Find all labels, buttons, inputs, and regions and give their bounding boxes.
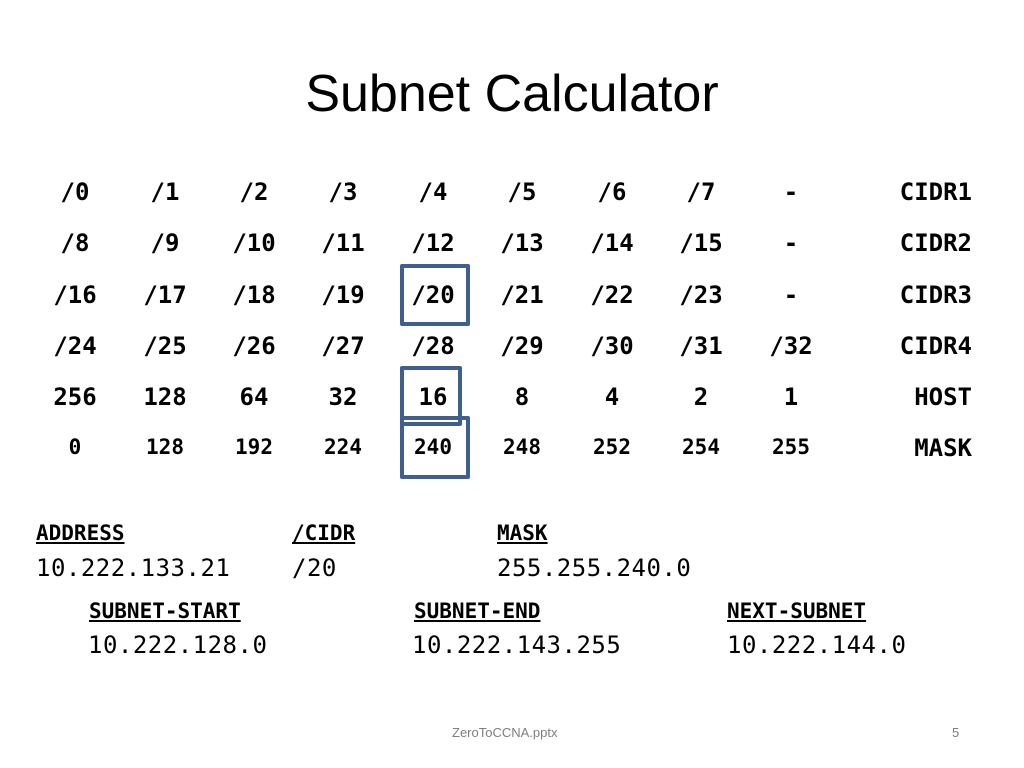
- mask-value: 255.255.240.0: [497, 554, 692, 582]
- table-cell: -: [783, 229, 799, 257]
- table-cell: /32: [769, 332, 813, 360]
- table-cell: /0: [60, 178, 90, 206]
- row-label: CIDR3: [899, 281, 972, 309]
- table-cell: 128: [146, 435, 184, 459]
- table-cell: /31: [679, 332, 723, 360]
- table-cell: /2: [239, 178, 269, 206]
- row-label: MASK: [914, 434, 972, 462]
- table-cell: /20: [411, 281, 455, 309]
- table-cell: /8: [60, 229, 90, 257]
- highlight-box-mask-240: [400, 416, 470, 479]
- table-cell: 192: [235, 435, 273, 459]
- slide-title: Subnet Calculator: [305, 65, 719, 123]
- highlight-box-cidr3-20: [400, 264, 470, 326]
- table-cell: 64: [239, 383, 269, 411]
- table-cell: -: [783, 281, 799, 309]
- mask-header: MASK: [497, 521, 548, 545]
- table-cell: 0: [68, 435, 82, 459]
- footer-filename: ZeroToCCNA.pptx: [452, 725, 558, 740]
- table-cell: /10: [232, 229, 276, 257]
- table-cell: /11: [321, 229, 365, 257]
- table-cell: /16: [53, 281, 97, 309]
- table-cell: 16: [418, 383, 448, 411]
- address-value: 10.222.133.21: [36, 554, 231, 582]
- table-cell: /14: [590, 229, 634, 257]
- table-cell: 2: [693, 383, 709, 411]
- table-cell: 255: [772, 435, 810, 459]
- table-cell: 254: [682, 435, 720, 459]
- table-cell: 224: [324, 435, 362, 459]
- table-cell: /26: [232, 332, 276, 360]
- table-cell: /28: [411, 332, 455, 360]
- table-cell: /25: [143, 332, 187, 360]
- row-label: CIDR4: [899, 332, 972, 360]
- table-cell: /17: [143, 281, 187, 309]
- table-cell: /13: [500, 229, 544, 257]
- table-cell: /19: [321, 281, 365, 309]
- row-label: HOST: [914, 383, 972, 411]
- table-cell: /7: [686, 178, 716, 206]
- table-cell: /9: [150, 229, 180, 257]
- table-cell: /12: [411, 229, 455, 257]
- next-subnet-value: 10.222.144.0: [727, 631, 907, 659]
- table-cell: 256: [53, 383, 97, 411]
- subnet-end-value: 10.222.143.255: [412, 631, 622, 659]
- table-cell: /4: [418, 178, 448, 206]
- cidr-header: /CIDR: [292, 521, 356, 545]
- table-cell: /23: [679, 281, 723, 309]
- row-label: CIDR1: [899, 178, 972, 206]
- table-cell: /15: [679, 229, 723, 257]
- table-cell: /6: [597, 178, 627, 206]
- table-cell: 252: [593, 435, 631, 459]
- table-cell: /18: [232, 281, 276, 309]
- table-cell: /29: [500, 332, 544, 360]
- table-cell: 248: [503, 435, 541, 459]
- next-subnet-header: NEXT-SUBNET: [727, 599, 867, 623]
- page-number: 5: [952, 725, 960, 740]
- table-cell: /5: [507, 178, 537, 206]
- cidr-value: /20: [292, 554, 337, 582]
- table-cell: 128: [143, 383, 187, 411]
- subnet-start-value: 10.222.128.0: [88, 631, 268, 659]
- table-cell: /30: [590, 332, 634, 360]
- row-label: CIDR2: [899, 229, 972, 257]
- table-cell: /27: [321, 332, 365, 360]
- table-cell: 4: [604, 383, 620, 411]
- table-cell: 240: [414, 435, 452, 459]
- subnet-end-header: SUBNET-END: [414, 599, 541, 623]
- table-cell: -: [783, 178, 799, 206]
- table-cell: /3: [328, 178, 358, 206]
- table-cell: 32: [328, 383, 358, 411]
- table-cell: /24: [53, 332, 97, 360]
- address-header: ADDRESS: [36, 521, 125, 545]
- subnet-start-header: SUBNET-START: [89, 599, 241, 623]
- table-cell: 1: [783, 383, 799, 411]
- table-cell: 8: [514, 383, 530, 411]
- table-cell: /22: [590, 281, 634, 309]
- table-cell: /21: [500, 281, 544, 309]
- table-cell: /1: [150, 178, 180, 206]
